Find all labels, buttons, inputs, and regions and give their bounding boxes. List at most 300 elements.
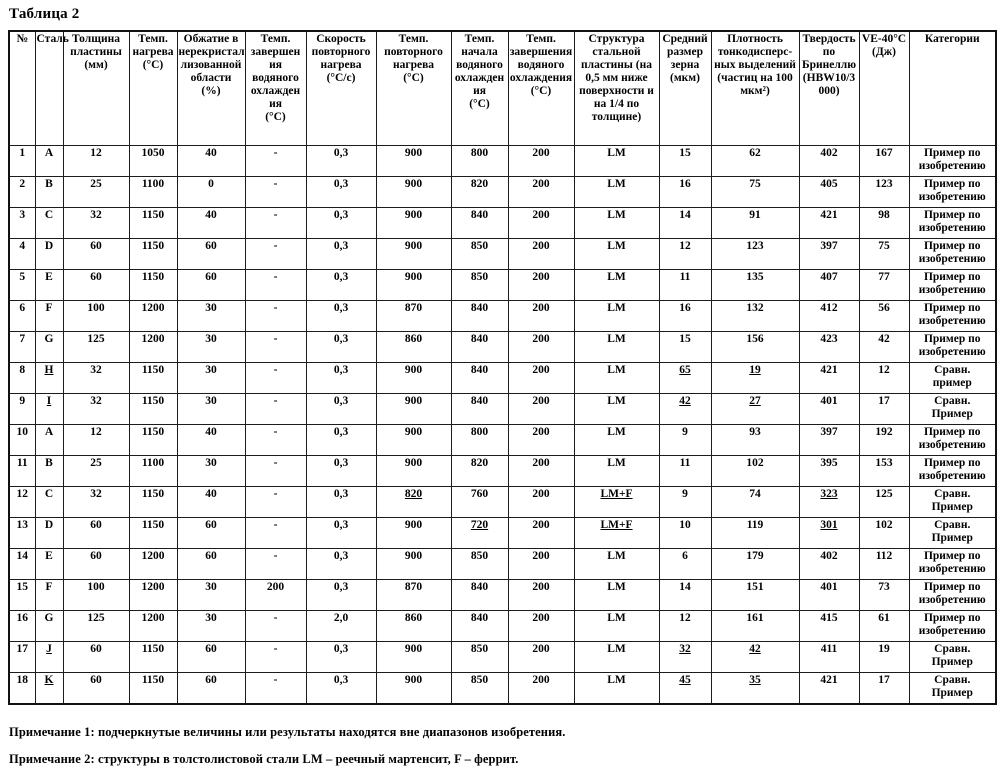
cell: 12 bbox=[63, 425, 129, 456]
cell: 6 bbox=[659, 549, 711, 580]
cell: 1150 bbox=[129, 208, 177, 239]
cell: 0,3 bbox=[306, 425, 376, 456]
table-row bbox=[9, 394, 996, 425]
table-row bbox=[9, 363, 996, 394]
col-header-grain-size: Средний размер зерна (мкм) bbox=[659, 31, 711, 146]
cell: 200 bbox=[508, 394, 574, 425]
cell: 0 bbox=[177, 177, 245, 208]
table-title: Таблица 2 bbox=[9, 6, 80, 22]
cell: 200 bbox=[508, 363, 574, 394]
cell: 16 bbox=[659, 301, 711, 332]
cell: 200 bbox=[508, 580, 574, 611]
header-row bbox=[9, 31, 996, 146]
col-header-cooling-end-temp-1: Темп. завершен ия водяного охлажден ия (°С) bbox=[245, 31, 306, 146]
cell: 179 bbox=[711, 549, 799, 580]
cell: LM bbox=[574, 394, 659, 425]
col-header-impact-energy: VE-40°C (Дж) bbox=[859, 31, 909, 146]
cell: 200 bbox=[508, 673, 574, 705]
cell: Сравн. Пример bbox=[909, 642, 996, 673]
cell: 323 bbox=[799, 487, 859, 518]
cell: 10 bbox=[9, 425, 35, 456]
col-header-hardness: Твердость по Бринеллю (HBW10/3 000) bbox=[799, 31, 859, 146]
cell: LM+F bbox=[574, 487, 659, 518]
cell: LM bbox=[574, 456, 659, 487]
cell: 200 bbox=[508, 208, 574, 239]
cell: 900 bbox=[376, 673, 451, 705]
cell: 30 bbox=[177, 363, 245, 394]
cell: 2 bbox=[9, 177, 35, 208]
cell: 35 bbox=[711, 673, 799, 705]
cell: 200 bbox=[508, 146, 574, 177]
cell: 0,3 bbox=[306, 301, 376, 332]
cell: E bbox=[35, 549, 63, 580]
cell: 200 bbox=[508, 611, 574, 642]
cell: 1050 bbox=[129, 146, 177, 177]
cell: Пример по изобретению bbox=[909, 611, 996, 642]
cell: 40 bbox=[177, 487, 245, 518]
cell: - bbox=[245, 239, 306, 270]
cell: 98 bbox=[859, 208, 909, 239]
cell: - bbox=[245, 518, 306, 549]
cell: 19 bbox=[711, 363, 799, 394]
cell: 77 bbox=[859, 270, 909, 301]
cell: 820 bbox=[376, 487, 451, 518]
cell: 11 bbox=[659, 456, 711, 487]
cell: - bbox=[245, 332, 306, 363]
cell: LM bbox=[574, 239, 659, 270]
cell: 850 bbox=[451, 549, 508, 580]
cell: 1150 bbox=[129, 518, 177, 549]
cell: 1100 bbox=[129, 177, 177, 208]
cell: 0,3 bbox=[306, 518, 376, 549]
cell: 301 bbox=[799, 518, 859, 549]
cell: 61 bbox=[859, 611, 909, 642]
cell: 14 bbox=[659, 208, 711, 239]
cell: 153 bbox=[859, 456, 909, 487]
cell: 12 bbox=[63, 146, 129, 177]
cell: 800 bbox=[451, 425, 508, 456]
cell: 200 bbox=[508, 425, 574, 456]
cell: 100 bbox=[63, 301, 129, 332]
col-header-cooling-end-temp-2: Темп. завершения водяного охлаждения (°С) bbox=[508, 31, 574, 146]
cell: 13 bbox=[9, 518, 35, 549]
cell: 0,3 bbox=[306, 580, 376, 611]
cell: 42 bbox=[659, 394, 711, 425]
cell: 74 bbox=[711, 487, 799, 518]
cell: 840 bbox=[451, 208, 508, 239]
cell: 0,3 bbox=[306, 673, 376, 705]
cell: 0,3 bbox=[306, 177, 376, 208]
cell: - bbox=[245, 208, 306, 239]
note-2: Примечание 2: структуры в толстолистовой стали LM – реечный мартенсит, F – феррит. bbox=[9, 752, 519, 766]
cell: Пример по изобретению bbox=[909, 580, 996, 611]
cell: - bbox=[245, 270, 306, 301]
table-row bbox=[9, 301, 996, 332]
cell: 1200 bbox=[129, 301, 177, 332]
cell: 40 bbox=[177, 208, 245, 239]
cell: 32 bbox=[63, 363, 129, 394]
cell: Пример по изобретению bbox=[909, 270, 996, 301]
cell: 840 bbox=[451, 394, 508, 425]
cell: 60 bbox=[177, 518, 245, 549]
cell: 850 bbox=[451, 270, 508, 301]
cell: - bbox=[245, 487, 306, 518]
cell: 0,3 bbox=[306, 332, 376, 363]
cell: 2,0 bbox=[306, 611, 376, 642]
cell: 161 bbox=[711, 611, 799, 642]
cell: 12 bbox=[659, 611, 711, 642]
cell: 200 bbox=[508, 239, 574, 270]
table-row bbox=[9, 642, 996, 673]
cell: 16 bbox=[659, 177, 711, 208]
cell: 200 bbox=[508, 456, 574, 487]
cell: 200 bbox=[508, 487, 574, 518]
cell: 18 bbox=[9, 673, 35, 705]
cell: 0,3 bbox=[306, 208, 376, 239]
cell: 200 bbox=[508, 332, 574, 363]
cell: 14 bbox=[9, 549, 35, 580]
cell: 407 bbox=[799, 270, 859, 301]
cell: 1 bbox=[9, 146, 35, 177]
col-header-reheating-rate: Скорость повторного нагрева (°С/с) bbox=[306, 31, 376, 146]
cell: 125 bbox=[859, 487, 909, 518]
table-row bbox=[9, 611, 996, 642]
cell: 1150 bbox=[129, 394, 177, 425]
cell: 60 bbox=[63, 239, 129, 270]
cell: 42 bbox=[711, 642, 799, 673]
cell: F bbox=[35, 301, 63, 332]
cell: 900 bbox=[376, 642, 451, 673]
cell: 10 bbox=[659, 518, 711, 549]
cell: 30 bbox=[177, 394, 245, 425]
cell: 6 bbox=[9, 301, 35, 332]
cell: 900 bbox=[376, 394, 451, 425]
cell: LM bbox=[574, 301, 659, 332]
note-1: Примечание 1: подчеркнутые величины или результаты находятся вне диапазонов изобретения. bbox=[9, 725, 566, 739]
cell: 900 bbox=[376, 146, 451, 177]
cell: 415 bbox=[799, 611, 859, 642]
cell: 397 bbox=[799, 425, 859, 456]
cell: 900 bbox=[376, 518, 451, 549]
cell: 200 bbox=[245, 580, 306, 611]
table-row bbox=[9, 487, 996, 518]
cell: 0,3 bbox=[306, 270, 376, 301]
cell: 840 bbox=[451, 301, 508, 332]
cell: 840 bbox=[451, 332, 508, 363]
cell: Сравн. пример bbox=[909, 363, 996, 394]
table-row bbox=[9, 425, 996, 456]
cell: 119 bbox=[711, 518, 799, 549]
table-body bbox=[9, 146, 996, 705]
cell: 860 bbox=[376, 332, 451, 363]
col-header-steel: Сталь bbox=[35, 31, 63, 146]
cell: 11 bbox=[9, 456, 35, 487]
cell: 156 bbox=[711, 332, 799, 363]
cell: LM bbox=[574, 549, 659, 580]
cell: 45 bbox=[659, 673, 711, 705]
cell: A bbox=[35, 146, 63, 177]
cell: 125 bbox=[63, 611, 129, 642]
data-table bbox=[8, 30, 997, 705]
cell: Сравн. Пример bbox=[909, 673, 996, 705]
col-header-cooling-start-temp: Темп. начала водяного охлажден ия (°С) bbox=[451, 31, 508, 146]
cell: 40 bbox=[177, 425, 245, 456]
cell: 900 bbox=[376, 425, 451, 456]
cell: 60 bbox=[63, 549, 129, 580]
cell: J bbox=[35, 642, 63, 673]
cell: 397 bbox=[799, 239, 859, 270]
cell: - bbox=[245, 363, 306, 394]
cell: G bbox=[35, 332, 63, 363]
cell: 850 bbox=[451, 642, 508, 673]
cell: 102 bbox=[859, 518, 909, 549]
cell: 15 bbox=[659, 146, 711, 177]
cell: 91 bbox=[711, 208, 799, 239]
cell: 900 bbox=[376, 177, 451, 208]
cell: 25 bbox=[63, 456, 129, 487]
cell: D bbox=[35, 239, 63, 270]
cell: 12 bbox=[659, 239, 711, 270]
cell: Пример по изобретению bbox=[909, 301, 996, 332]
cell: 123 bbox=[859, 177, 909, 208]
cell: 401 bbox=[799, 580, 859, 611]
col-header-heating-temp: Темп. нагрева (°С) bbox=[129, 31, 177, 146]
cell: 820 bbox=[451, 456, 508, 487]
table-row bbox=[9, 270, 996, 301]
cell: A bbox=[35, 425, 63, 456]
cell: 132 bbox=[711, 301, 799, 332]
cell: 412 bbox=[799, 301, 859, 332]
cell: G bbox=[35, 611, 63, 642]
cell: LM bbox=[574, 580, 659, 611]
cell: LM bbox=[574, 146, 659, 177]
col-header-number: № bbox=[9, 31, 35, 146]
cell: 60 bbox=[177, 549, 245, 580]
cell: 0,3 bbox=[306, 146, 376, 177]
cell: 30 bbox=[177, 580, 245, 611]
cell: LM bbox=[574, 270, 659, 301]
cell: Сравн. Пример bbox=[909, 518, 996, 549]
cell: F bbox=[35, 580, 63, 611]
cell: 1150 bbox=[129, 270, 177, 301]
cell: 75 bbox=[859, 239, 909, 270]
cell: 1200 bbox=[129, 611, 177, 642]
cell: 8 bbox=[9, 363, 35, 394]
col-header-thickness: Толщина пластины (мм) bbox=[63, 31, 129, 146]
cell: 14 bbox=[659, 580, 711, 611]
cell: 17 bbox=[9, 642, 35, 673]
cell: 60 bbox=[63, 518, 129, 549]
table-row bbox=[9, 146, 996, 177]
cell: 9 bbox=[659, 425, 711, 456]
cell: 1150 bbox=[129, 673, 177, 705]
cell: 5 bbox=[9, 270, 35, 301]
cell: 60 bbox=[63, 642, 129, 673]
cell: - bbox=[245, 301, 306, 332]
cell: 900 bbox=[376, 363, 451, 394]
cell: LM bbox=[574, 332, 659, 363]
cell: - bbox=[245, 146, 306, 177]
cell: 840 bbox=[451, 611, 508, 642]
cell: 850 bbox=[451, 673, 508, 705]
cell: 125 bbox=[63, 332, 129, 363]
cell: 30 bbox=[177, 456, 245, 487]
cell: Пример по изобретению bbox=[909, 549, 996, 580]
cell: 0,3 bbox=[306, 549, 376, 580]
cell: 9 bbox=[9, 394, 35, 425]
cell: 1150 bbox=[129, 239, 177, 270]
cell: 25 bbox=[63, 177, 129, 208]
cell: - bbox=[245, 642, 306, 673]
cell: 123 bbox=[711, 239, 799, 270]
cell: 200 bbox=[508, 518, 574, 549]
cell: 32 bbox=[659, 642, 711, 673]
cell: 411 bbox=[799, 642, 859, 673]
cell: 200 bbox=[508, 177, 574, 208]
cell: 1200 bbox=[129, 580, 177, 611]
col-header-reduction: Обжатие в нерекристал лизованной области (%) bbox=[177, 31, 245, 146]
cell: - bbox=[245, 456, 306, 487]
cell: 93 bbox=[711, 425, 799, 456]
table-row bbox=[9, 239, 996, 270]
col-header-precipitate-density: Плотность тонкодисперс- ных выделений (частиц на 100 мкм²) bbox=[711, 31, 799, 146]
cell: 27 bbox=[711, 394, 799, 425]
cell: B bbox=[35, 177, 63, 208]
cell: 75 bbox=[711, 177, 799, 208]
cell: 7 bbox=[9, 332, 35, 363]
cell: 30 bbox=[177, 301, 245, 332]
cell: 421 bbox=[799, 363, 859, 394]
cell: 395 bbox=[799, 456, 859, 487]
cell: 17 bbox=[859, 673, 909, 705]
cell: 0,3 bbox=[306, 363, 376, 394]
cell: 1150 bbox=[129, 363, 177, 394]
cell: 167 bbox=[859, 146, 909, 177]
cell: 12 bbox=[859, 363, 909, 394]
cell: 56 bbox=[859, 301, 909, 332]
cell: 401 bbox=[799, 394, 859, 425]
cell: 62 bbox=[711, 146, 799, 177]
cell: Пример по изобретению bbox=[909, 239, 996, 270]
cell: C bbox=[35, 487, 63, 518]
cell: 870 bbox=[376, 301, 451, 332]
cell: 112 bbox=[859, 549, 909, 580]
cell: 9 bbox=[659, 487, 711, 518]
cell: 200 bbox=[508, 270, 574, 301]
cell: 192 bbox=[859, 425, 909, 456]
cell: 3 bbox=[9, 208, 35, 239]
table-row bbox=[9, 456, 996, 487]
col-header-reheating-temp: Темп. повторного нагрева (°С) bbox=[376, 31, 451, 146]
cell: 100 bbox=[63, 580, 129, 611]
cell: 0,3 bbox=[306, 394, 376, 425]
table-row bbox=[9, 549, 996, 580]
cell: B bbox=[35, 456, 63, 487]
cell: 15 bbox=[659, 332, 711, 363]
cell: - bbox=[245, 177, 306, 208]
cell: K bbox=[35, 673, 63, 705]
cell: 1200 bbox=[129, 332, 177, 363]
cell: 1100 bbox=[129, 456, 177, 487]
cell: Пример по изобретению bbox=[909, 425, 996, 456]
cell: 820 bbox=[451, 177, 508, 208]
cell: Пример по изобретению bbox=[909, 332, 996, 363]
cell: 19 bbox=[859, 642, 909, 673]
cell: 65 bbox=[659, 363, 711, 394]
cell: 32 bbox=[63, 208, 129, 239]
cell: LM bbox=[574, 673, 659, 705]
cell: 900 bbox=[376, 549, 451, 580]
cell: Пример по изобретению bbox=[909, 208, 996, 239]
cell: D bbox=[35, 518, 63, 549]
table-header bbox=[9, 31, 996, 146]
cell: 421 bbox=[799, 208, 859, 239]
cell: LM bbox=[574, 642, 659, 673]
cell: 900 bbox=[376, 208, 451, 239]
notes-section bbox=[9, 725, 993, 767]
cell: H bbox=[35, 363, 63, 394]
cell: 1200 bbox=[129, 549, 177, 580]
cell: LM bbox=[574, 208, 659, 239]
cell: LM bbox=[574, 425, 659, 456]
cell: 200 bbox=[508, 642, 574, 673]
cell: 870 bbox=[376, 580, 451, 611]
table-row bbox=[9, 580, 996, 611]
cell: 60 bbox=[63, 673, 129, 705]
col-header-structure: Структура стальной пластины (на 0,5 мм ниже поверхности и на 1/4 по толщине) bbox=[574, 31, 659, 146]
cell: 17 bbox=[859, 394, 909, 425]
cell: 135 bbox=[711, 270, 799, 301]
cell: 200 bbox=[508, 301, 574, 332]
cell: 405 bbox=[799, 177, 859, 208]
cell: 800 bbox=[451, 146, 508, 177]
cell: Пример по изобретению bbox=[909, 456, 996, 487]
cell: 15 bbox=[9, 580, 35, 611]
cell: 0,3 bbox=[306, 487, 376, 518]
cell: 32 bbox=[63, 394, 129, 425]
cell: LM bbox=[574, 177, 659, 208]
cell: 60 bbox=[177, 270, 245, 301]
col-header-category: Категории bbox=[909, 31, 996, 146]
cell: Пример по изобретению bbox=[909, 146, 996, 177]
cell: 40 bbox=[177, 146, 245, 177]
table-row bbox=[9, 673, 996, 705]
cell: 760 bbox=[451, 487, 508, 518]
cell: 0,3 bbox=[306, 239, 376, 270]
table-row bbox=[9, 177, 996, 208]
cell: LM bbox=[574, 611, 659, 642]
table-row bbox=[9, 208, 996, 239]
cell: 73 bbox=[859, 580, 909, 611]
cell: 402 bbox=[799, 146, 859, 177]
cell: - bbox=[245, 673, 306, 705]
cell: 4 bbox=[9, 239, 35, 270]
cell: 0,3 bbox=[306, 456, 376, 487]
cell: LM+F bbox=[574, 518, 659, 549]
cell: 421 bbox=[799, 673, 859, 705]
cell: 32 bbox=[63, 487, 129, 518]
table-row bbox=[9, 518, 996, 549]
cell: 60 bbox=[177, 239, 245, 270]
cell: 60 bbox=[63, 270, 129, 301]
cell: - bbox=[245, 394, 306, 425]
cell: 900 bbox=[376, 456, 451, 487]
cell: Сравн. Пример bbox=[909, 394, 996, 425]
cell: 1150 bbox=[129, 487, 177, 518]
cell: C bbox=[35, 208, 63, 239]
cell: 16 bbox=[9, 611, 35, 642]
cell: 1150 bbox=[129, 642, 177, 673]
